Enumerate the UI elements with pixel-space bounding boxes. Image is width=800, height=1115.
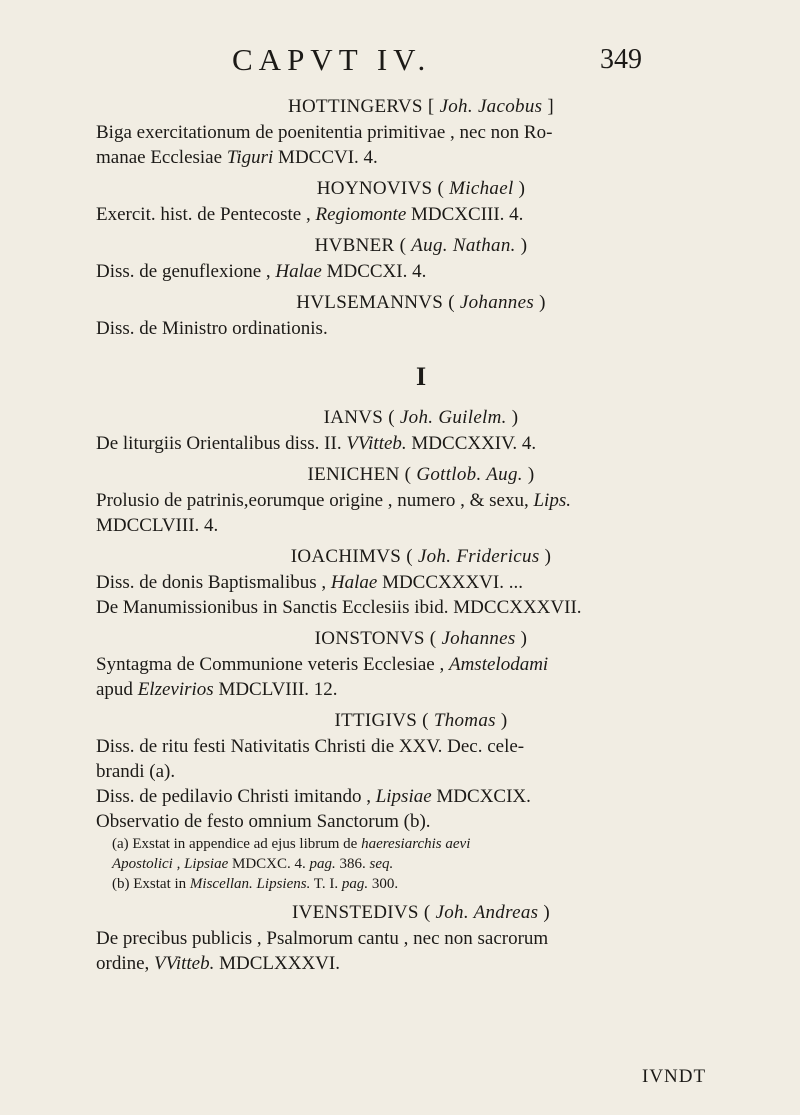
text-run: Syntagma de Communione veteris Ecclesiae ,: [96, 654, 449, 675]
author-given-name: Joh. Andreas: [435, 902, 539, 923]
text-run: MDCLXXXVI.: [214, 953, 340, 974]
italic-run: Lipsiae: [375, 786, 432, 807]
bracket: (: [422, 710, 434, 731]
author-surname: IVENSTEDIVS: [291, 902, 424, 923]
author-given-name: Joh. Jacobus: [439, 96, 543, 117]
bibliography: [96, 88, 746, 976]
bibliography-entry: [96, 94, 746, 170]
bibliography-entry: [96, 405, 746, 456]
text-run: 300.: [368, 876, 399, 892]
entry-text-line: [96, 513, 746, 538]
text-run: MDCXCIX.: [431, 786, 531, 807]
footnote-line: [96, 834, 746, 854]
entry-text-line: [96, 259, 746, 284]
text-run: MDCCXXIV. 4.: [406, 433, 537, 454]
footnote-line: [96, 854, 746, 874]
entry-text-line: [96, 316, 746, 341]
bracket: (: [399, 235, 412, 256]
text-run: MDCXCIII. 4.: [406, 204, 524, 225]
text-run: Observatio de festo omnium Sanctorum (b).: [96, 811, 431, 832]
text-run: (b) Exstat in: [112, 876, 190, 892]
bracket: ): [506, 407, 519, 428]
text-run: De liturgiis Orientalibus diss. II.: [96, 433, 347, 454]
author-given-name: Joh. Guilelm.: [399, 407, 507, 428]
running-head: CAPVT IV.: [232, 42, 432, 77]
entry-author: [96, 94, 746, 120]
text-run: MDCXC. 4.: [228, 856, 310, 872]
bracket: (: [448, 292, 460, 313]
text-run: T. I.: [310, 876, 342, 892]
text-run: brandi (a).: [96, 761, 176, 782]
page-header: [0, 42, 800, 82]
bibliography-entry: [96, 708, 746, 894]
author-surname: IENICHEN: [307, 464, 405, 485]
entry-text-line: [96, 784, 746, 809]
bracket: (: [404, 464, 417, 485]
entry-text-line: [96, 431, 746, 456]
bracket: (: [423, 902, 436, 923]
bracket: ): [495, 710, 508, 731]
bracket: (: [388, 407, 400, 428]
bracket: (: [406, 546, 418, 567]
entry-author: [96, 626, 746, 652]
author-surname: HOTTINGERVS: [288, 96, 428, 117]
text-run: Diss. de ritu festi Nativitatis Christi die XXV. Dec. cele-: [96, 736, 525, 757]
bracket: ): [513, 178, 526, 199]
entry-text-line: [96, 145, 746, 170]
text-run: MDCCLVIII. 4.: [96, 515, 219, 536]
entry-author: [96, 462, 746, 488]
italic-run: Apostolici , Lipsiae: [112, 856, 229, 872]
entry-text-line: [96, 951, 746, 976]
italic-run: Halae: [275, 261, 322, 282]
author-surname: ITTIGIVS: [334, 710, 423, 731]
italic-run: Miscellan. Lipsiens.: [189, 876, 311, 892]
bibliography-entry: [96, 233, 746, 284]
text-run: Diss. de genuflexione ,: [96, 261, 276, 282]
text-run: De precibus publicis , Psalmorum cantu , nec non sacrorum: [96, 928, 549, 949]
bibliography-entry: [96, 462, 746, 538]
text-run: (a) Exstat in appendice ad ejus librum de: [112, 836, 362, 852]
bracket: (: [437, 178, 450, 199]
entry-text-line: [96, 488, 746, 513]
bibliography-entry: [96, 626, 746, 702]
entry-author: [96, 405, 746, 431]
bracket: ): [522, 464, 535, 485]
entry-text-line: [96, 202, 746, 227]
bibliography-entry: [96, 900, 746, 976]
author-given-name: Johannes: [441, 628, 516, 649]
bracket: ): [515, 235, 528, 256]
italic-run: pag.: [309, 856, 336, 872]
italic-run: Tiguri: [226, 147, 274, 168]
entry-text-line: [96, 652, 746, 677]
text-run: MDCLVIII. 12.: [213, 679, 338, 700]
entry-author: [96, 544, 746, 570]
italic-run: haeresiarchis aevi: [361, 836, 471, 852]
entry-author: [96, 708, 746, 734]
text-run: De Manumissionibus in Sanctis Ecclesiis ibid. MDCCXXXVII.: [96, 597, 582, 618]
entry-text-line: [96, 595, 746, 620]
author-given-name: Aug. Nathan.: [411, 235, 516, 256]
italic-run: Regiomonte: [315, 204, 407, 225]
entry-text-line: [96, 677, 746, 702]
author-given-name: Johannes: [459, 292, 535, 313]
entries-h: [96, 94, 746, 341]
page-number: 349: [600, 44, 642, 75]
catchword: IVNDT: [642, 1066, 707, 1087]
entry-author: [96, 233, 746, 259]
text-run: apud: [96, 679, 138, 700]
entry-text-line: [96, 570, 746, 595]
italic-run: seq.: [369, 856, 394, 872]
entry-author: [96, 900, 746, 926]
bracket: ): [538, 902, 551, 923]
text-run: MDCCXI. 4.: [321, 261, 427, 282]
entry-author: [96, 176, 746, 202]
author-surname: IANVS: [323, 407, 389, 428]
entry-text-line: [96, 120, 746, 145]
italic-run: VVitteb.: [154, 953, 215, 974]
text-run: 386.: [335, 856, 370, 872]
bracket: ): [515, 628, 528, 649]
text-run: Exercit. hist. de Pentecoste ,: [96, 204, 316, 225]
bibliography-entry: [96, 544, 746, 620]
bibliography-entry: [96, 290, 746, 341]
bracket: ): [539, 546, 552, 567]
italic-run: Lips.: [533, 490, 571, 511]
text-run: ordine,: [96, 953, 155, 974]
author-given-name: Gottlob. Aug.: [416, 464, 523, 485]
author-given-name: Joh. Fridericus: [417, 546, 540, 567]
bracket: [: [427, 96, 440, 117]
entry-text-line: [96, 809, 746, 834]
bracket: ]: [542, 96, 554, 117]
footnote-line: [96, 874, 746, 894]
author-surname: HVBNER: [314, 235, 400, 256]
author-surname: IOACHIMVS: [290, 546, 407, 567]
author-surname: HVLSEMANNVS: [296, 292, 449, 313]
bracket: ): [534, 292, 546, 313]
italic-run: VVitteb.: [346, 433, 407, 454]
italic-run: Amstelodami: [448, 654, 549, 675]
text-run: Diss. de Ministro ordinationis.: [96, 318, 328, 339]
author-surname: HOYNOVIVS: [316, 178, 438, 199]
entries-i: [96, 405, 746, 976]
italic-run: Halae: [330, 572, 378, 593]
author-surname: IONSTONVS: [314, 628, 430, 649]
entry-text-line: [96, 926, 746, 951]
entry-text-line: [96, 734, 746, 759]
bibliography-entry: [96, 176, 746, 227]
italic-run: Elzevirios: [137, 679, 214, 700]
text-run: MDCCVI. 4.: [273, 147, 378, 168]
text-run: Biga exercitationum de poenitentia primitivae , nec non Ro-: [96, 122, 553, 143]
bracket: (: [429, 628, 442, 649]
section-letter: I: [415, 362, 427, 391]
entry-author: [96, 290, 746, 316]
text-run: Diss. de donis Baptismalibus ,: [96, 572, 331, 593]
text-run: manae Ecclesiae: [96, 147, 227, 168]
italic-run: pag.: [341, 876, 369, 892]
text-run: MDCCXXXVI. ...: [377, 572, 523, 593]
text-run: Prolusio de patrinis,eorumque origine , numero , & sexu,: [96, 490, 534, 511]
author-given-name: Thomas: [433, 710, 496, 731]
entry-text-line: [96, 759, 746, 784]
text-run: Diss. de pedilavio Christi imitando ,: [96, 786, 376, 807]
author-given-name: Michael: [449, 178, 514, 199]
